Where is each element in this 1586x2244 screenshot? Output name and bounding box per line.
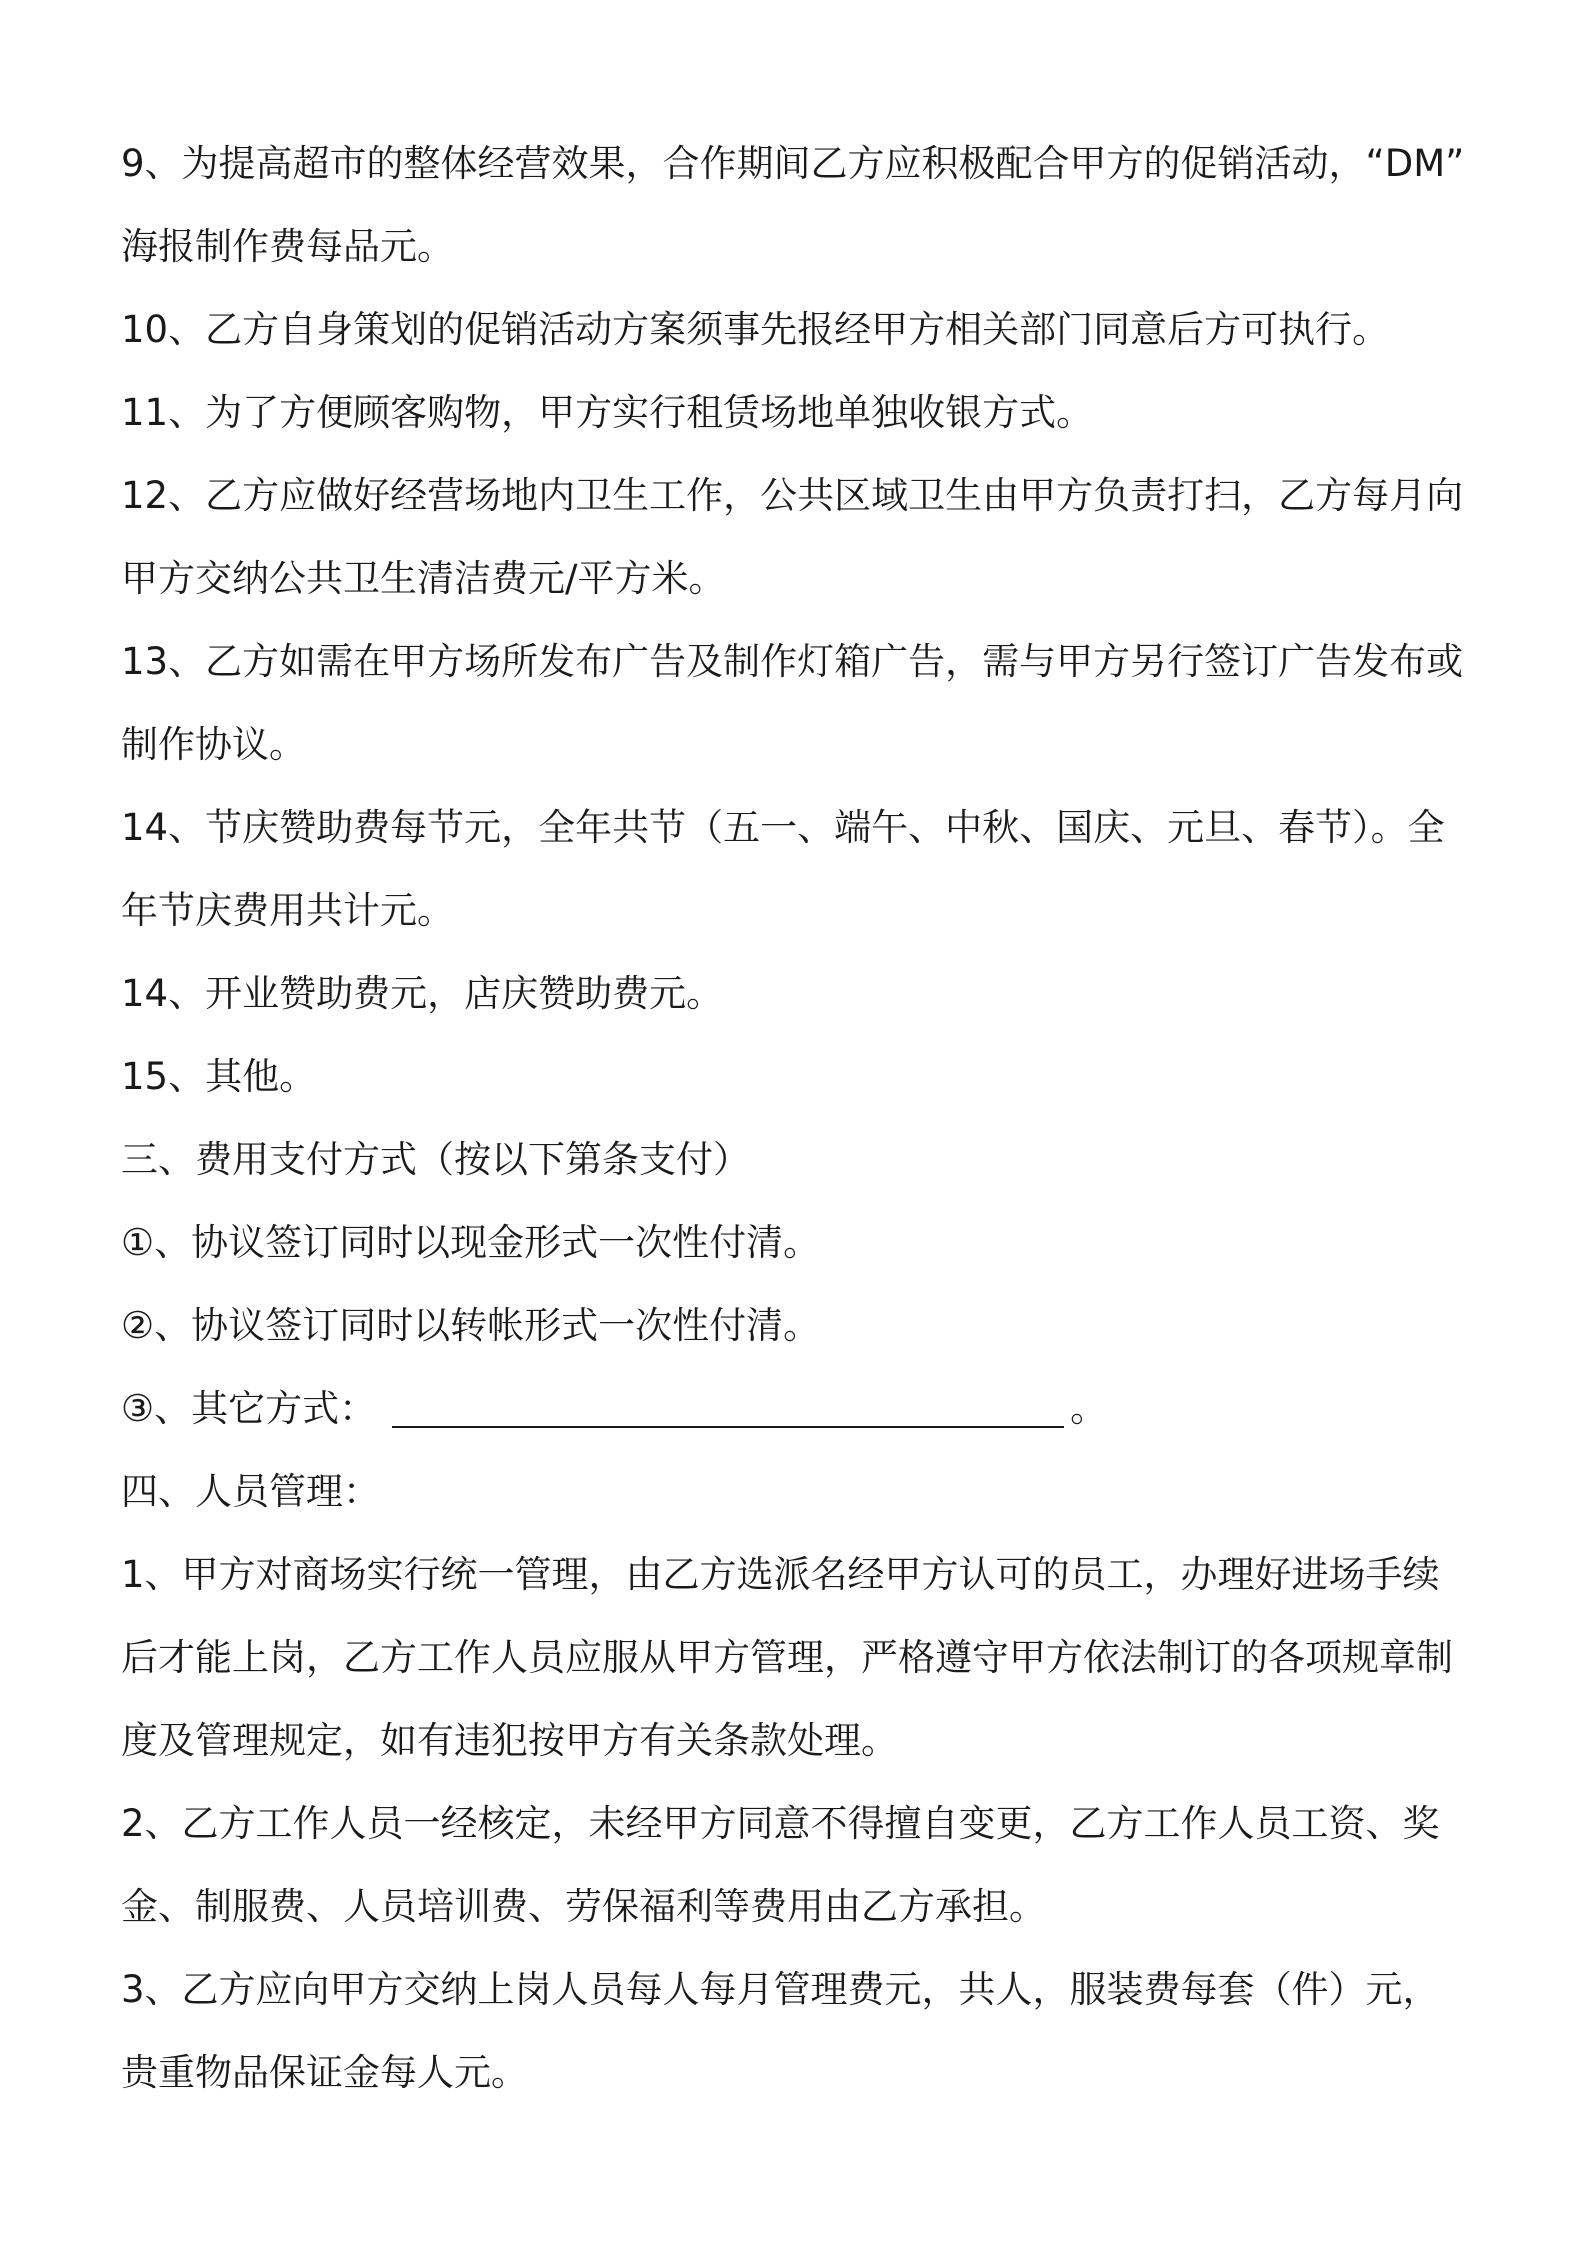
document-body: [121, 122, 1481, 2114]
text-line: 10、乙方自身策划的促销活动方案须事先报经甲方相关部门同意后方可执行。: [121, 308, 1390, 351]
text-line: 12、乙方应做好经营场地内卫生工作，公共区域卫生由甲方负责打扫，乙方每月向: [121, 474, 1464, 517]
section-heading: 四、人员管理：: [121, 1470, 380, 1513]
text-line: 9、为提高超市的整体经营效果，合作期间乙方应积极配合甲方的促销活动，“DM”: [121, 142, 1465, 185]
text-line: 后才能上岗，乙方工作人员应服从甲方管理，严格遵守甲方依法制订的各项规章制: [121, 1636, 1453, 1679]
payment-option-3: [121, 1367, 1481, 1450]
text-line: 年节庆费用共计元。: [121, 889, 454, 932]
text-line: 海报制作费每品元。: [121, 225, 454, 268]
text-line: 金、制服费、人员培训费、劳保福利等费用由乙方承担。: [121, 1885, 1046, 1928]
text-line: 甲方交纳公共卫生清洁费元/平方米。: [121, 557, 726, 600]
text-line: 3、乙方应向甲方交纳上岗人员每人每月管理费元，共人，服装费每套（件）元，: [121, 1968, 1440, 2011]
text-line: 15、其他。: [121, 1055, 317, 1098]
text-line: 11、为了方便顾客购物，甲方实行租赁场地单独收银方式。: [121, 391, 1094, 434]
payment-option-1: ①、协议签订同时以现金形式一次性付清。: [121, 1221, 821, 1264]
text-line: 度及管理规定，如有违犯按甲方有关条款处理。: [121, 1719, 898, 1762]
text-line: 14、开业赞助费元，店庆赞助费元。: [121, 972, 724, 1015]
text-line: 贵重物品保证金每人元。: [121, 2051, 528, 2094]
text-line: 2、乙方工作人员一经核定，未经甲方同意不得擅自变更，乙方工作人员工资、奖: [121, 1802, 1440, 1845]
other-method-blank: [392, 1386, 1064, 1428]
other-method-end: 。: [1070, 1387, 1108, 1430]
other-method-label: ③、其它方式：: [121, 1387, 377, 1430]
text-line: 制作协议。: [121, 723, 306, 766]
text-line: 14、节庆赞助费每节元，全年共节（五一、端午、中秋、国庆、元旦、春节）。全: [121, 806, 1445, 849]
section-heading: 三、费用支付方式（按以下第条支付）: [121, 1138, 750, 1181]
text-line: 13、乙方如需在甲方场所发布广告及制作灯箱广告，需与甲方另行签订广告发布或: [121, 640, 1464, 683]
payment-option-2: ②、协议签订同时以转帐形式一次性付清。: [121, 1304, 821, 1347]
text-line: 1、甲方对商场实行统一管理，由乙方选派名经甲方认可的员工，办理好进场手续: [121, 1553, 1440, 1596]
